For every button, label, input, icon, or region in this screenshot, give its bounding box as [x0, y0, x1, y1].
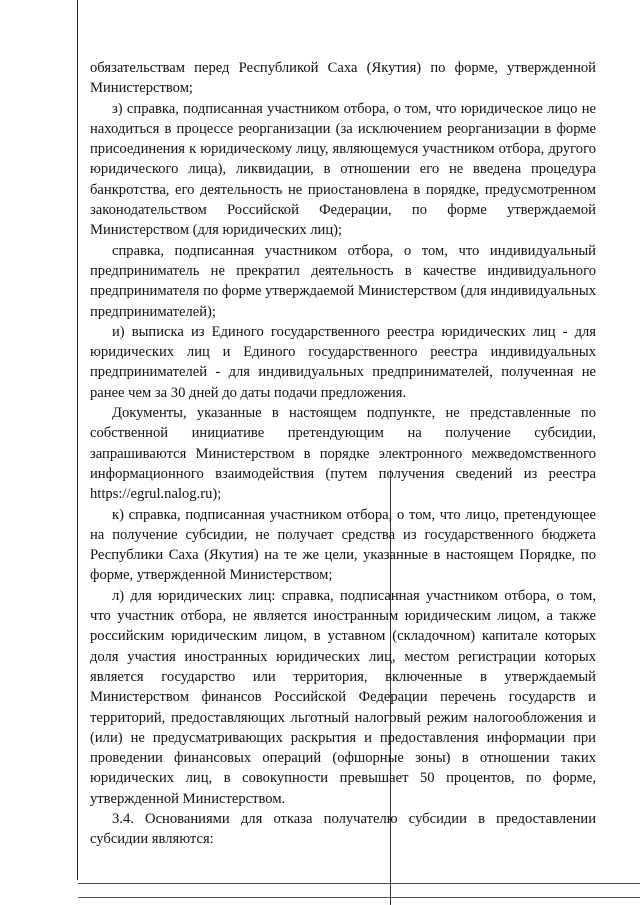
paragraph-documents-request: Документы, указанные в настоящем подпункте, не представленные по собственной инициативе претендующим на получение субсидии, запрашиваются Министерством в порядке электронного межведомственного информационного взаимодействия (путем получения сведений из реестра https://egrul.nalog.ru); [90, 405, 596, 503]
paragraph-section-3-4: 3.4. Основаниями для отказа получателю субсидии в предоставлении субсидии являются: [90, 810, 596, 848]
paragraph-item-i: и) выписка из Единого государственного реестра юридических лиц - для юридических лиц и Единого государственного реестра индивидуальных предпринимателей - для индивидуальных предпринимателей, полученная не ранее чем за 30 дней до даты подачи предложения. [90, 323, 596, 401]
page-bottom-edge [78, 883, 640, 884]
left-margin-line [77, 0, 78, 880]
paragraph-entrepreneur-certificate: справка, подписанная участником отбора, о том, что индивидуальный предприниматель не прекратил деятельность в качестве индивидуального предпринимателя по форме утверждаемой Министерством (для индивидуальных предпринимателей); [90, 242, 596, 320]
paragraph-continuation: обязательствам перед Республикой Саха (Якутия) по форме, утвержденной Министерством; [90, 60, 596, 97]
paragraph-item-k: к) справка, подписанная участником отбора, о том, что лицо, претендующее на получение субсидии, не получает средства из государственного бюджета Республики Саха (Якутия) на те же цели, указанные в настоящем Порядке, по форме, утвержденной Министерством; [90, 506, 596, 584]
page-bottom-edge-2 [78, 897, 640, 898]
paragraph-item-l: л) для юридических лиц: справка, подписанная участником отбора, о том, что участник отбора, не является иностранным юридическим лицом, а также российским юридическим лицом, в уставном (складочном) капитале которых доля участия иностранных юридических лиц, местом регистрации которых является государство или территория, включенные в утверждаемый Министерством финансов Российской Федерации перечень государств и территорий, предоставляющих льготный налоговый режим налогообложения и (или) не предусматривающих раскрытия и предоставления информации при проведении финансовых операций (офшорные зоны) в отношении таких юридических лиц, в совокупности превышает 50 процентов, по форме, утвержденной Министерством. [90, 587, 596, 807]
paragraph-item-z: з) справка, подписанная участником отбора, о том, что юридическое лицо не находиться в процессе реорганизации (за исключением реорганизации в форме присоединения к юридическому лицу, являющемуся участником отбора, другого юридического лица), ликвидации, в отношении его не введена процедура банкротства, его деятельность не приостановлена в порядке, предусмотренном законодательством Российской Федерации, по форме утверждаемой Министерством (для юридических лиц); [90, 100, 596, 239]
document-body [90, 58, 596, 850]
